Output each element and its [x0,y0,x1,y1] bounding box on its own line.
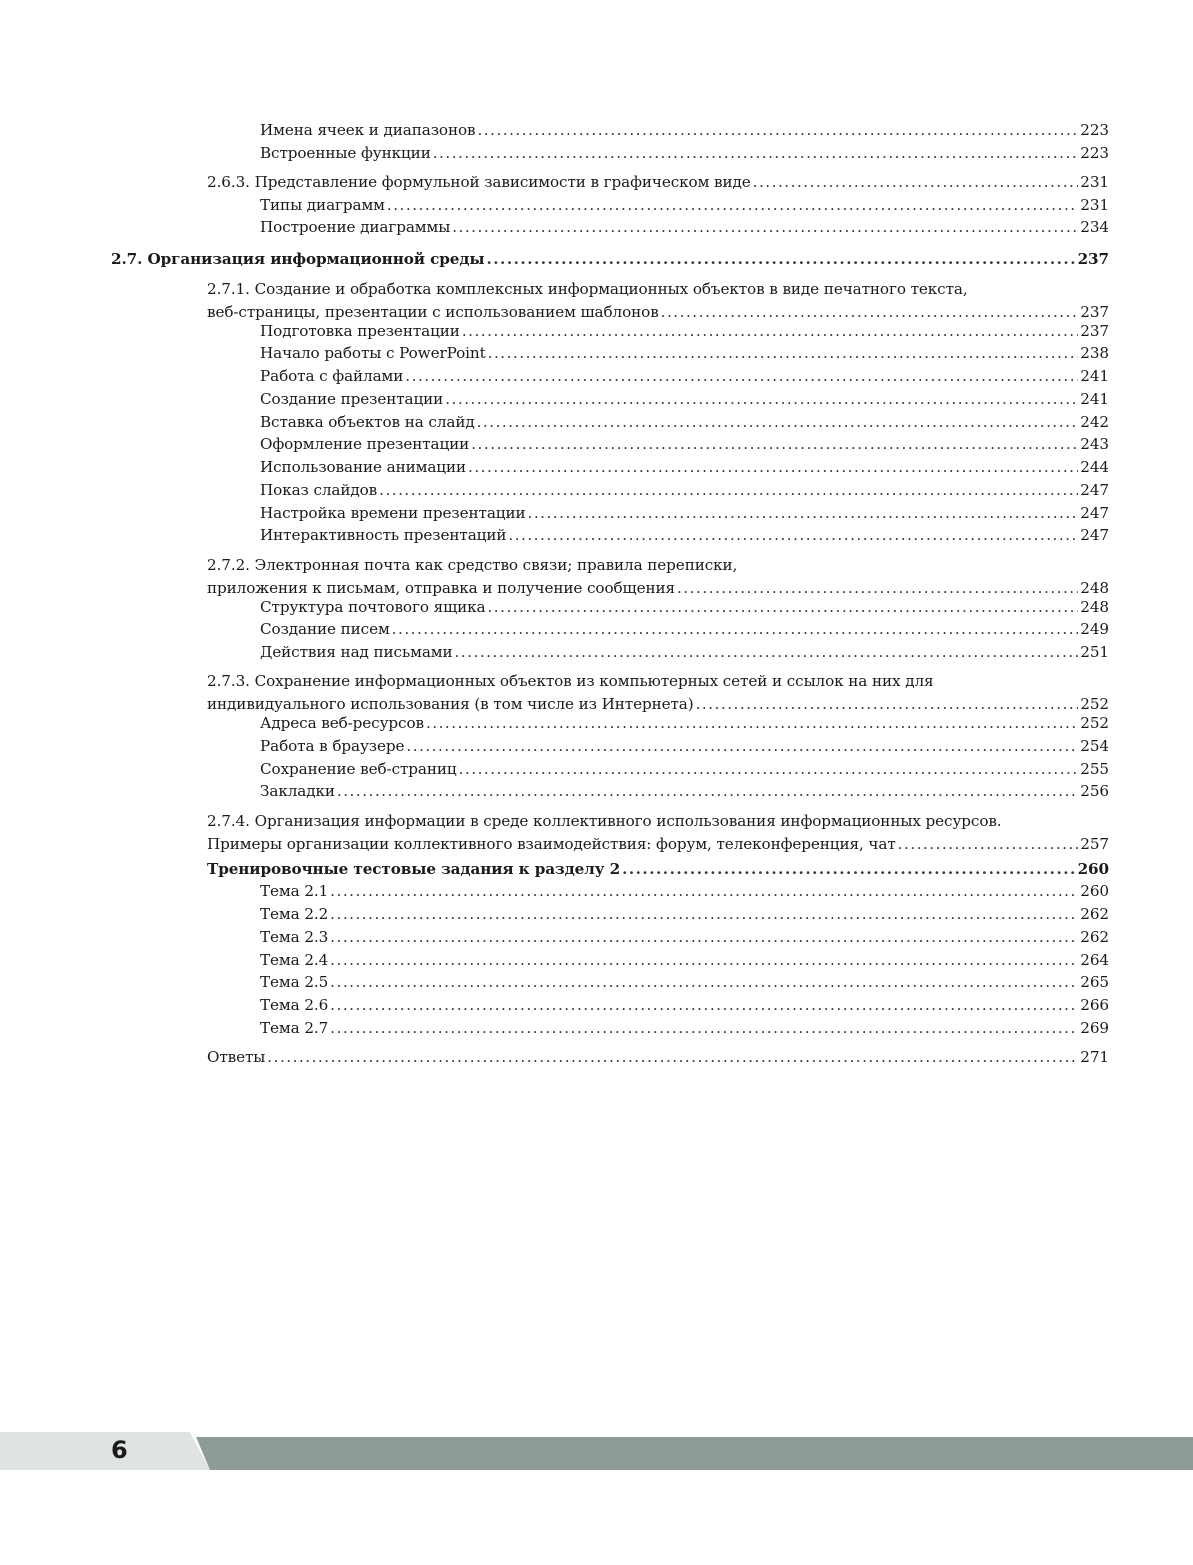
toc-entry-title: Действия над письмами [260,643,453,661]
toc-entry[interactable] [207,554,1109,600]
footer-page-tab [0,1432,210,1470]
toc-leader-dots [330,1017,1078,1040]
toc-entry-page: 241 [1080,367,1109,385]
toc-entry-page: 252 [1080,714,1109,732]
toc-leader-dots [459,758,1079,781]
toc-leader-dots [487,596,1078,619]
toc-entry-page: 238 [1080,344,1109,362]
toc-leader-dots [267,1046,1078,1069]
toc-entry-page: 264 [1080,951,1109,969]
toc-entry[interactable] [260,1017,1109,1040]
toc-leader-dots [330,949,1078,972]
toc-leader-dots [379,479,1078,502]
toc-leader-dots [528,502,1079,525]
toc-entry-title: Тема 2.4 [260,951,329,969]
toc-leader-dots [898,833,1079,856]
toc-leader-dots [330,903,1078,926]
toc-leader-dots [330,994,1078,1017]
toc-leader-dots [330,880,1078,903]
toc-entry-title-line1: 2.7.2. Электронная почта как средство связи; правила переписки, [207,556,738,574]
toc-entry-title-line1: 2.7.3. Сохранение информационных объектов из компьютерных сетей и ссылок на них для [207,672,934,690]
toc-entry-title: Интерактивность презентаций [260,526,507,544]
toc-entry[interactable] [260,971,1109,994]
toc-entry-title: Использование анимации [260,458,467,476]
toc-entry-title: Оформление презентации [260,435,470,453]
toc-entry[interactable] [260,320,1109,343]
toc-entry-page: 241 [1080,390,1109,408]
toc-entry-title: Структура почтового ящика [260,598,486,616]
toc-entry-title: Тренировочные тестовые задания к разделу 2 [207,860,621,878]
toc-entry[interactable] [207,670,1109,716]
toc-entry-page: 231 [1080,196,1109,214]
toc-entry-title: Показ слайдов [260,481,378,499]
toc-leader-dots [622,858,1076,881]
toc-entry[interactable] [207,171,1109,194]
toc-leader-dots [508,524,1078,547]
toc-section-entry[interactable] [111,248,1109,271]
toc-entry[interactable] [260,735,1109,758]
toc-entry-title: Закладки [260,782,335,800]
toc-entry-title: Тема 2.6 [260,996,329,1014]
toc-entry[interactable] [260,758,1109,781]
toc-entry[interactable] [260,216,1109,239]
toc-entry-page: 231 [1080,173,1109,191]
toc-entry[interactable] [260,880,1109,903]
toc-entry-page: 247 [1080,526,1109,544]
toc-entry[interactable] [260,388,1109,411]
toc-entry-page: 266 [1080,996,1109,1014]
toc-leader-dots [330,926,1078,949]
toc-leader-dots [433,142,1079,165]
toc-entry[interactable] [260,365,1109,388]
toc-entry-title: Ответы [207,1048,266,1066]
toc-entry-page: 237 [1077,250,1109,268]
toc-entry-title-line1: 2.7.1. Создание и обработка комплексных информационных объектов в виде печатного текста, [207,280,968,298]
toc-entry-page: 257 [1080,835,1109,853]
toc-entry-title: приложения к письмам, отправка и получение сообщения [207,579,675,597]
toc-leader-dots [488,342,1079,365]
toc-entry-page: 254 [1080,737,1109,755]
toc-entry-title: Создание презентации [260,390,444,408]
toc-entry-title: Адреса веб-ресурсов [260,714,424,732]
toc-entry-title: Работа с файлами [260,367,404,385]
toc-entry-title: Примеры организации коллективного взаимодействия: форум, телеконференция, чат [207,835,896,853]
toc-entry[interactable] [260,119,1109,142]
toc-entry-page: 269 [1080,1019,1109,1037]
toc-entry-page: 265 [1080,973,1109,991]
toc-entry-page: 247 [1080,504,1109,522]
toc-entry-title-line1: 2.7.4. Организация информации в среде коллективного использования информационных ресурсов. [207,812,1002,830]
toc-entry[interactable] [260,479,1109,502]
toc-entry-title: Тема 2.1 [260,882,329,900]
toc-entry[interactable] [260,342,1109,365]
toc-leader-dots [405,365,1078,388]
toc-entry[interactable] [260,596,1109,619]
toc-leader-dots [468,456,1078,479]
toc-leader-dots [406,735,1078,758]
toc-entry-page: 251 [1080,643,1109,661]
toc-entry[interactable] [260,641,1109,664]
toc-entry-page: 260 [1077,860,1109,878]
toc-entry-title: Работа в браузере [260,737,405,755]
toc-entry-page: 271 [1080,1048,1109,1066]
toc-entry-title: Подготовка презентации [260,322,460,340]
footer-bar [196,1437,1193,1470]
page-number: 6 [111,1436,128,1464]
toc-entry-title: 2.6.3. Представление формульной зависимости в графическом виде [207,173,751,191]
toc-entry[interactable] [260,411,1109,434]
toc-entry-page: 256 [1080,782,1109,800]
toc-entry-title: Тема 2.2 [260,905,329,923]
toc-entry-page: 249 [1080,620,1109,638]
toc-entry-page: 243 [1080,435,1109,453]
toc-entry-title: Типы диаграмм [260,196,385,214]
toc-entry-title: Тема 2.7 [260,1019,329,1037]
toc-entry[interactable] [260,949,1109,972]
toc-entry[interactable] [207,1046,1109,1069]
toc-entry[interactable] [260,618,1109,641]
toc-leader-dots [471,433,1078,456]
toc-entry-page: 234 [1080,218,1109,236]
toc-leader-dots [330,971,1078,994]
toc-entry[interactable] [207,278,1109,324]
toc-entry[interactable] [260,926,1109,949]
toc-entry-title: Сохранение веб-страниц [260,760,457,778]
toc-entry[interactable] [260,994,1109,1017]
toc-entry-title: Начало работы с PowerPoint [260,344,486,362]
toc-entry[interactable] [260,780,1109,803]
toc-leader-dots [477,119,1078,142]
toc-entry-title: Встроенные функции [260,144,431,162]
toc-leader-dots [445,388,1078,411]
toc-entry-page: 248 [1080,598,1109,616]
toc-entry-title: Создание писем [260,620,390,638]
toc-entry[interactable] [260,194,1109,217]
toc-entry-page: 252 [1080,695,1109,713]
toc-entry-page: 244 [1080,458,1109,476]
toc-entry-title: Настройка времени презентации [260,504,526,522]
toc-leader-dots [337,780,1078,803]
toc-entry[interactable] [260,524,1109,547]
toc-leader-dots [452,216,1078,239]
toc-entry[interactable] [260,142,1109,165]
toc-entry-title: индивидуального использования (в том числе из Интернета) [207,695,694,713]
toc-entry[interactable] [260,456,1109,479]
toc-leader-dots [486,248,1075,271]
toc-entry-page: 260 [1080,882,1109,900]
toc-entry-page: 223 [1080,121,1109,139]
toc-entry[interactable] [207,810,1109,856]
toc-section-entry[interactable] [207,858,1109,881]
toc-entry-title: Вставка объектов на слайд [260,413,475,431]
toc-entry[interactable] [260,712,1109,735]
toc-leader-dots [392,618,1079,641]
toc-leader-dots [477,411,1079,434]
toc-entry[interactable] [260,502,1109,525]
toc-leader-dots [387,194,1078,217]
toc-entry-title: веб-страницы, презентации с использованием шаблонов [207,303,659,321]
toc-entry-page: 248 [1080,579,1109,597]
toc-leader-dots [462,320,1078,343]
toc-entry[interactable] [260,433,1109,456]
toc-entry-page: 247 [1080,481,1109,499]
toc-entry-title: 2.7. Организация информационной среды [111,250,485,268]
toc-entry-page: 242 [1080,413,1109,431]
toc-entry-page: 262 [1080,928,1109,946]
toc-entry-page: 237 [1080,303,1109,321]
toc-entry[interactable] [260,903,1109,926]
toc-leader-dots [753,171,1079,194]
toc-entry-page: 255 [1080,760,1109,778]
toc-leader-dots [455,641,1079,664]
toc-entry-page: 262 [1080,905,1109,923]
toc-entry-title: Имена ячеек и диапазонов [260,121,476,139]
toc-entry-title: Тема 2.5 [260,973,329,991]
toc-entry-page: 223 [1080,144,1109,162]
toc-entry-page: 237 [1080,322,1109,340]
toc-entry-title: Тема 2.3 [260,928,329,946]
toc-entry-title: Построение диаграммы [260,218,451,236]
toc-leader-dots [426,712,1078,735]
